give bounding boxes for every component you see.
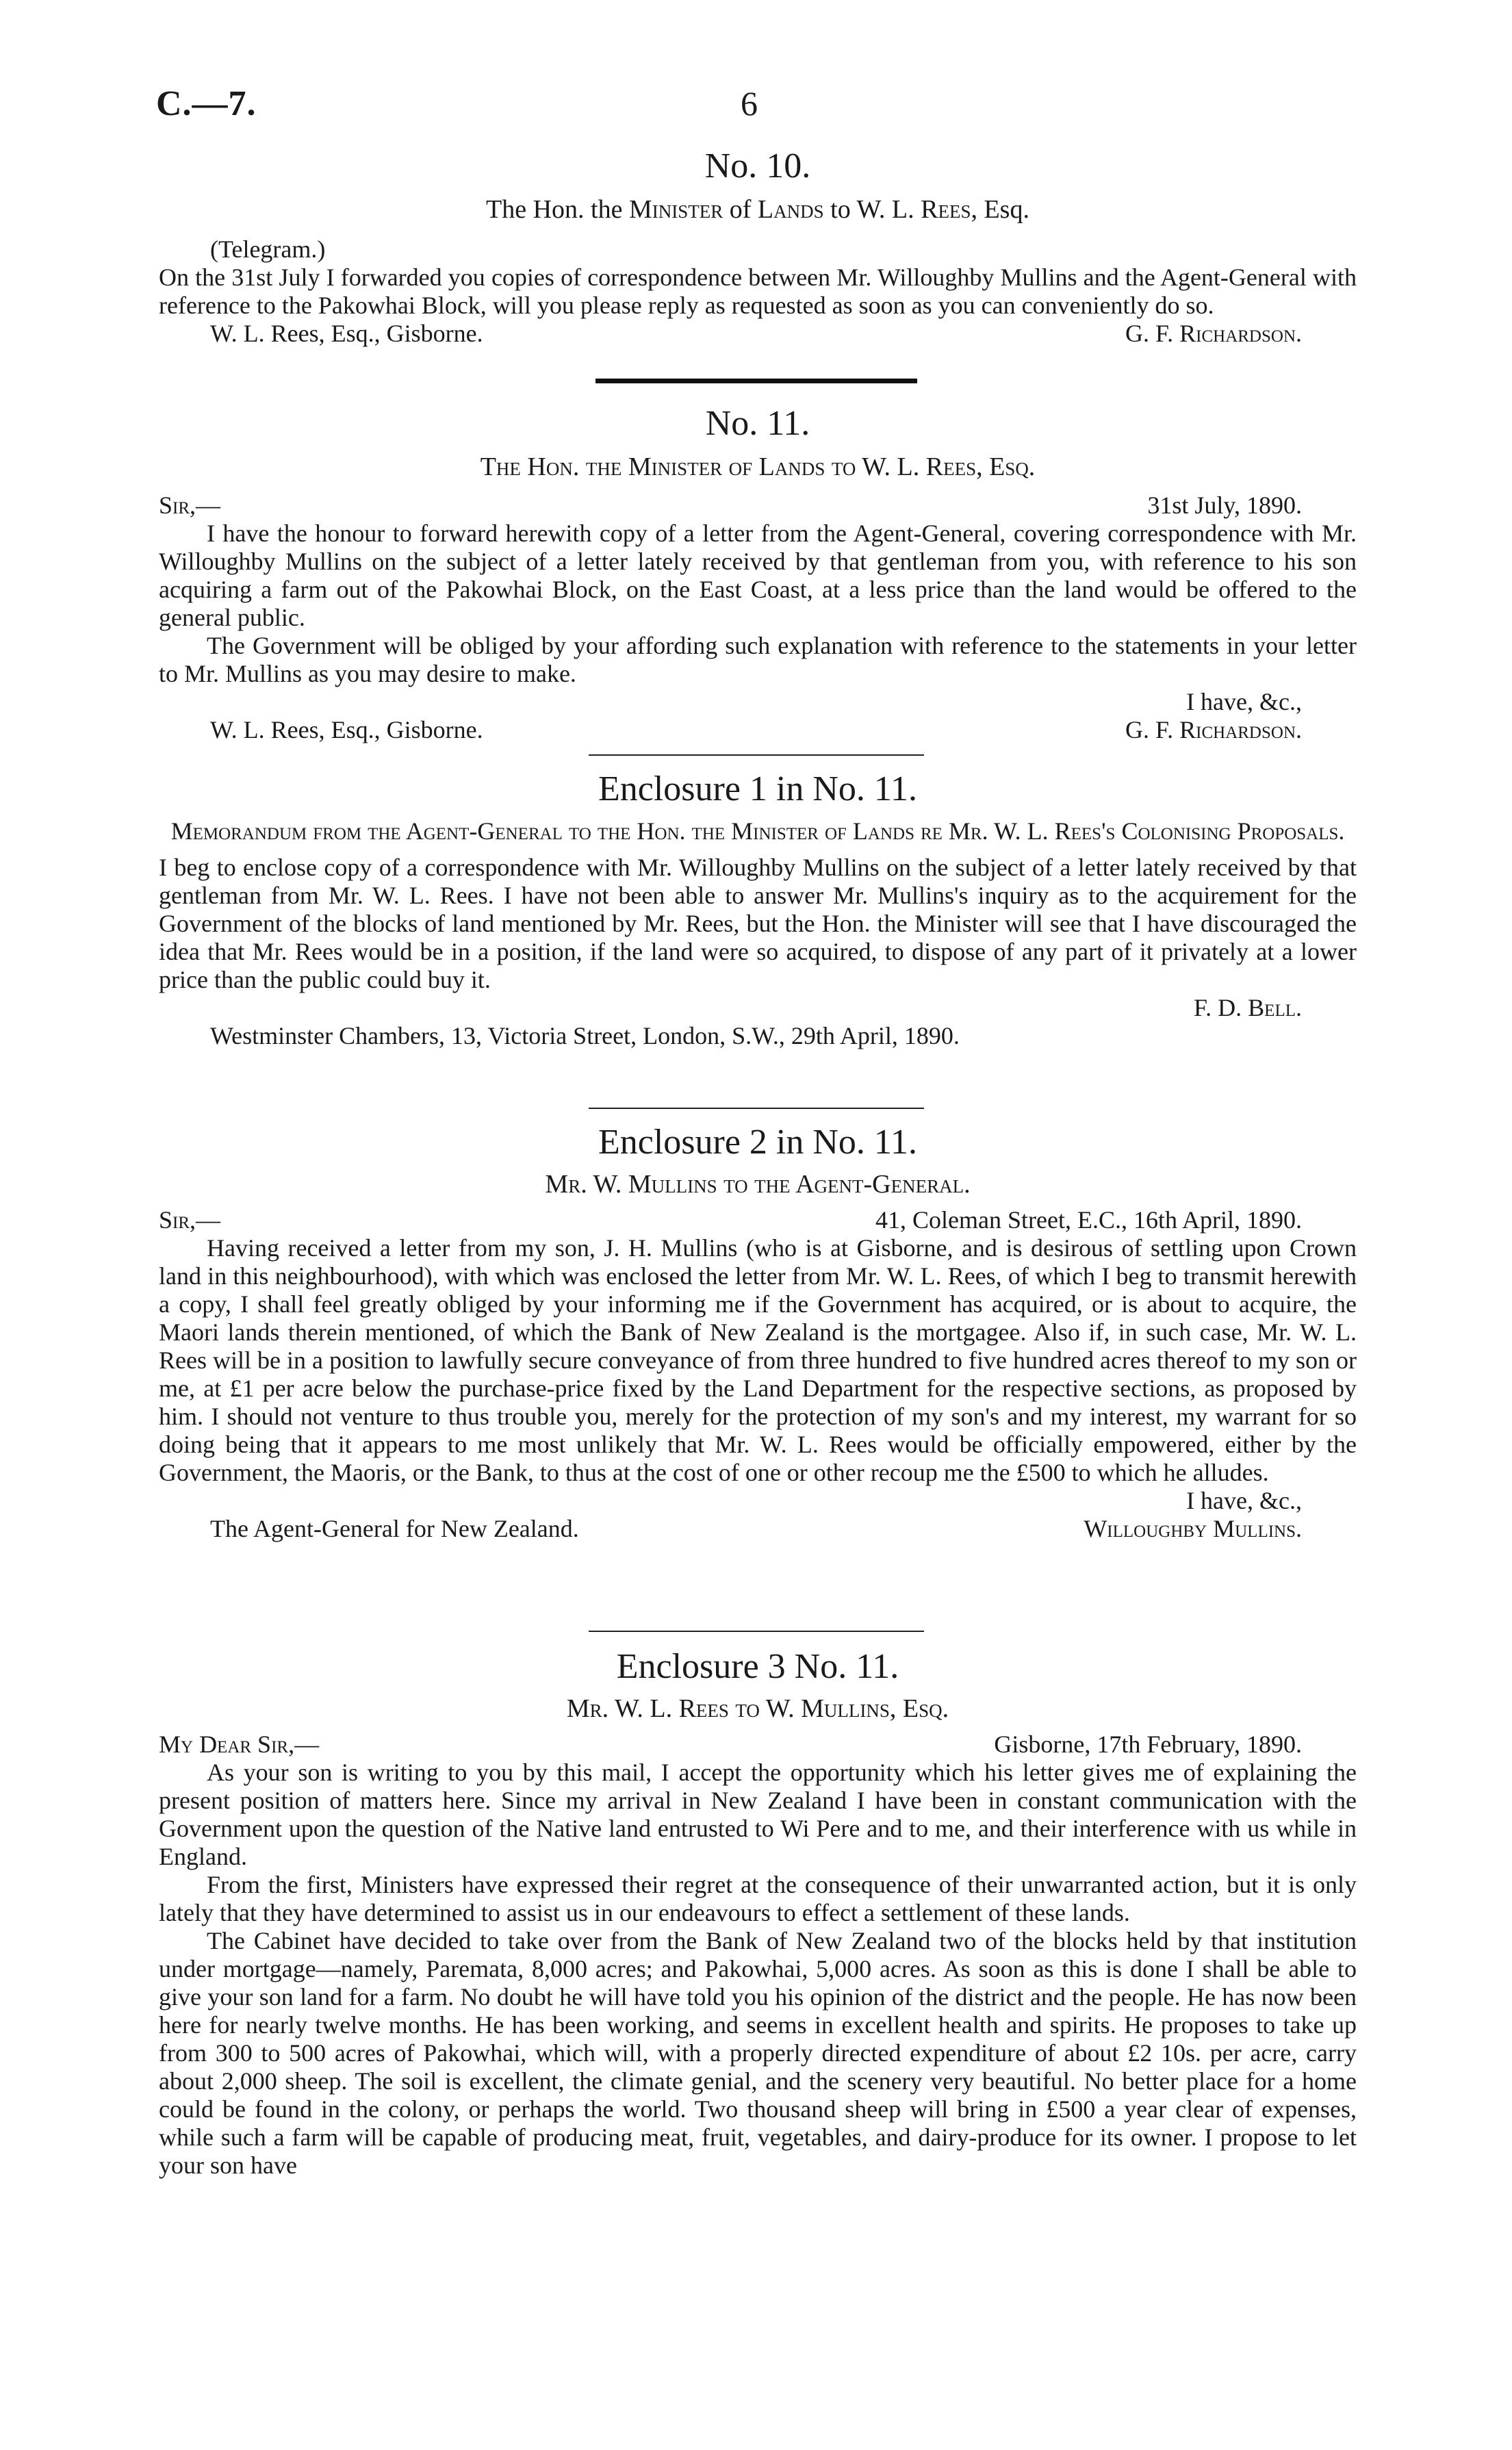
page-number: 6 bbox=[741, 84, 758, 123]
closing: I have, &c., bbox=[1186, 1486, 1302, 1514]
telegram-body: On the 31st July I forwarded you copies of correspondence between Mr. Willoughby Mullins and the Agent-General with reference to the Pakowhai Block, will you please reply as requested as soon as you can conveniently do so. bbox=[159, 263, 1357, 319]
addressee-signature-row bbox=[159, 716, 1357, 744]
thin-rule-divider bbox=[0, 1108, 1512, 1109]
telegram-label: (Telegram.) bbox=[210, 235, 326, 263]
section-no-11 bbox=[159, 403, 1357, 744]
letter-paragraph: Having received a letter from my son, J. H. Mullins (who is at Gisborne, and is desirous of settling upon Crown land in this neighbourhood), with which was enclosed the letter from Mr. W. L. Rees, of which I beg to transmit herewith a copy, I shall feel greatly obliged by your informing me if the Government has acquired, or is about to acquire, the Maori lands therein mentioned, of which the Bank of New Zealand is the mortgagee. Also if, in such case, Mr. W. L. Rees will be in a position to lawfully secure conveyance of from three hundred to five hundred acres thereof to my son or me, at £1 per acre below the purchase-price fixed by the Land Department for the respective sections, as proposed by him. I should not venture to thus trouble you, merely for the protection of my son's and my interest, my warrant for so doing being that it appears to me most unlikely that Mr. W. L. Rees would be officially empowered, either by the Government, the Maoris, or the Bank, to thus at the cost of one or other recoup me the £500 to which he alludes. bbox=[159, 1234, 1357, 1486]
signature: Willoughby Mullins. bbox=[1084, 1514, 1302, 1542]
letter-date: 41, Coleman Street, E.C., 16th April, 1890. bbox=[875, 1205, 1302, 1234]
thick-rule-divider bbox=[0, 379, 1512, 383]
thin-rule-divider bbox=[0, 754, 1512, 756]
salutation: My Dear Sir,— bbox=[159, 1730, 320, 1758]
salutation-date-row bbox=[159, 1206, 1357, 1234]
signature: F. D. Bell. bbox=[1194, 994, 1302, 1022]
letter-paragraph: I have the honour to forward herewith copy of a letter from the Agent-General, covering correspondence with Mr. Willoughby Mullins on the subject of a letter lately received by that gentleman from you, with reference to his son acquiring a farm out of the Pakowhai Block, on the East Coast, at a less price than the land would be offered to the general public. bbox=[159, 519, 1357, 631]
addressee-signature-row bbox=[159, 1515, 1357, 1543]
section-subtitle: The Hon. the Minister of Lands to W. L. Rees, Esq. bbox=[486, 195, 1029, 225]
section-title: No. 10. bbox=[704, 146, 811, 186]
sender-address: Westminster Chambers, 13, Victoria Street, London, S.W., 29th April, 1890. bbox=[210, 1022, 960, 1050]
salutation: Sir,— bbox=[159, 1205, 221, 1234]
section-title: Enclosure 3 No. 11. bbox=[616, 1647, 899, 1686]
section-enclosure-2 bbox=[159, 1121, 1357, 1543]
section-enclosure-3 bbox=[159, 1646, 1357, 2180]
section-enclosure-1 bbox=[159, 768, 1357, 1050]
closing: I have, &c., bbox=[1186, 687, 1302, 715]
section-subtitle: Mr. W. Mullins to the Agent-General. bbox=[545, 1170, 971, 1199]
section-title: Enclosure 2 in No. 11. bbox=[598, 1123, 917, 1162]
section-no-10 bbox=[159, 145, 1357, 348]
addressee: The Agent-General for New Zealand. bbox=[210, 1514, 579, 1542]
letter-paragraph: The Government will be obliged by your affording such explanation with reference to the statements in your letter to Mr. Mullins as you may desire to make. bbox=[159, 631, 1357, 687]
addressee-signature-row bbox=[159, 320, 1357, 348]
section-subtitle: The Hon. the Minister of Lands to W. L. Rees, Esq. bbox=[480, 452, 1036, 482]
section-subtitle: Mr. W. L. Rees to W. Mullins, Esq. bbox=[566, 1694, 949, 1724]
memorandum-heading: Memorandum from the Agent-General to the Hon. the Minister of Lands re Mr. W. L. Rees's Colonising Proposals. bbox=[170, 817, 1345, 845]
addressee: W. L. Rees, Esq., Gisborne. bbox=[210, 715, 483, 743]
salutation: Sir,— bbox=[159, 491, 221, 519]
letter-date: 31st July, 1890. bbox=[1147, 491, 1302, 519]
signature: G. F. Richardson. bbox=[1125, 715, 1302, 743]
section-title: No. 11. bbox=[705, 404, 810, 443]
addressee: W. L. Rees, Esq., Gisborne. bbox=[210, 319, 483, 347]
salutation-date-row bbox=[159, 1731, 1357, 1759]
signature: G. F. Richardson. bbox=[1125, 319, 1302, 347]
memorandum-body: I beg to enclose copy of a correspondence with Mr. Willoughby Mullins on the subject of a letter lately received by that gentleman from Mr. W. L. Rees. I have not been able to answer Mr. Mullins's inquiry as to the acquirement for the Government of the blocks of land mentioned by Mr. Rees, but the Hon. the Minister will see that I have discouraged the idea that Mr. Rees would be in a position, if the land were so acquired, to dispose of any part of it privately at a lower price than the public could buy it. bbox=[159, 854, 1357, 994]
letter-paragraph: As your son is writing to you by this mail, I accept the opportunity which his letter gives me of explaining the present position of matters here. Since my arrival in New Zealand I have been in constant communication with the Government upon the question of the Native land entrusted to Wi Pere and to me, and their interference with us while in England. bbox=[159, 1758, 1357, 1870]
parliamentary-paper-ref: C.—7. bbox=[156, 84, 257, 123]
thin-rule-divider bbox=[0, 1631, 1512, 1632]
letter-paragraph: From the first, Ministers have expressed their regret at the consequence of their unwarranted action, but it is only lately that they have determined to assist us in our endeavours to effect a settlement of these lands. bbox=[159, 1870, 1357, 1926]
letter-paragraph: The Cabinet have decided to take over from the Bank of New Zealand two of the blocks held by that institution under mortgage—namely, Paremata, 8,000 acres; and Pakowhai, 5,000 acres. As soon as this is done I shall be able to give your son land for a farm. No doubt he will have told you his opinion of the district and the people. He has now been here for nearly twelve months. He has been working, and seems in excellent health and spirits. He proposes to take up from 300 to 500 acres of Pakowhai, which will, with a properly directed expenditure of about £2 10s. per acre, carry about 2,000 sheep. The soil is excellent, the climate genial, and the scenery very beautiful. No better place for a home could be found in the colony, or perhaps the world. Two thousand sheep will bring in £500 a year clear of expenses, while such a farm will be capable of producing meat, fruit, vegetables, and dairy-produce for its owner. I propose to let your son have bbox=[159, 1926, 1357, 2179]
salutation-date-row bbox=[159, 492, 1357, 520]
letter-date: Gisborne, 17th February, 1890. bbox=[994, 1730, 1302, 1758]
section-title: Enclosure 1 in No. 11. bbox=[598, 769, 917, 808]
